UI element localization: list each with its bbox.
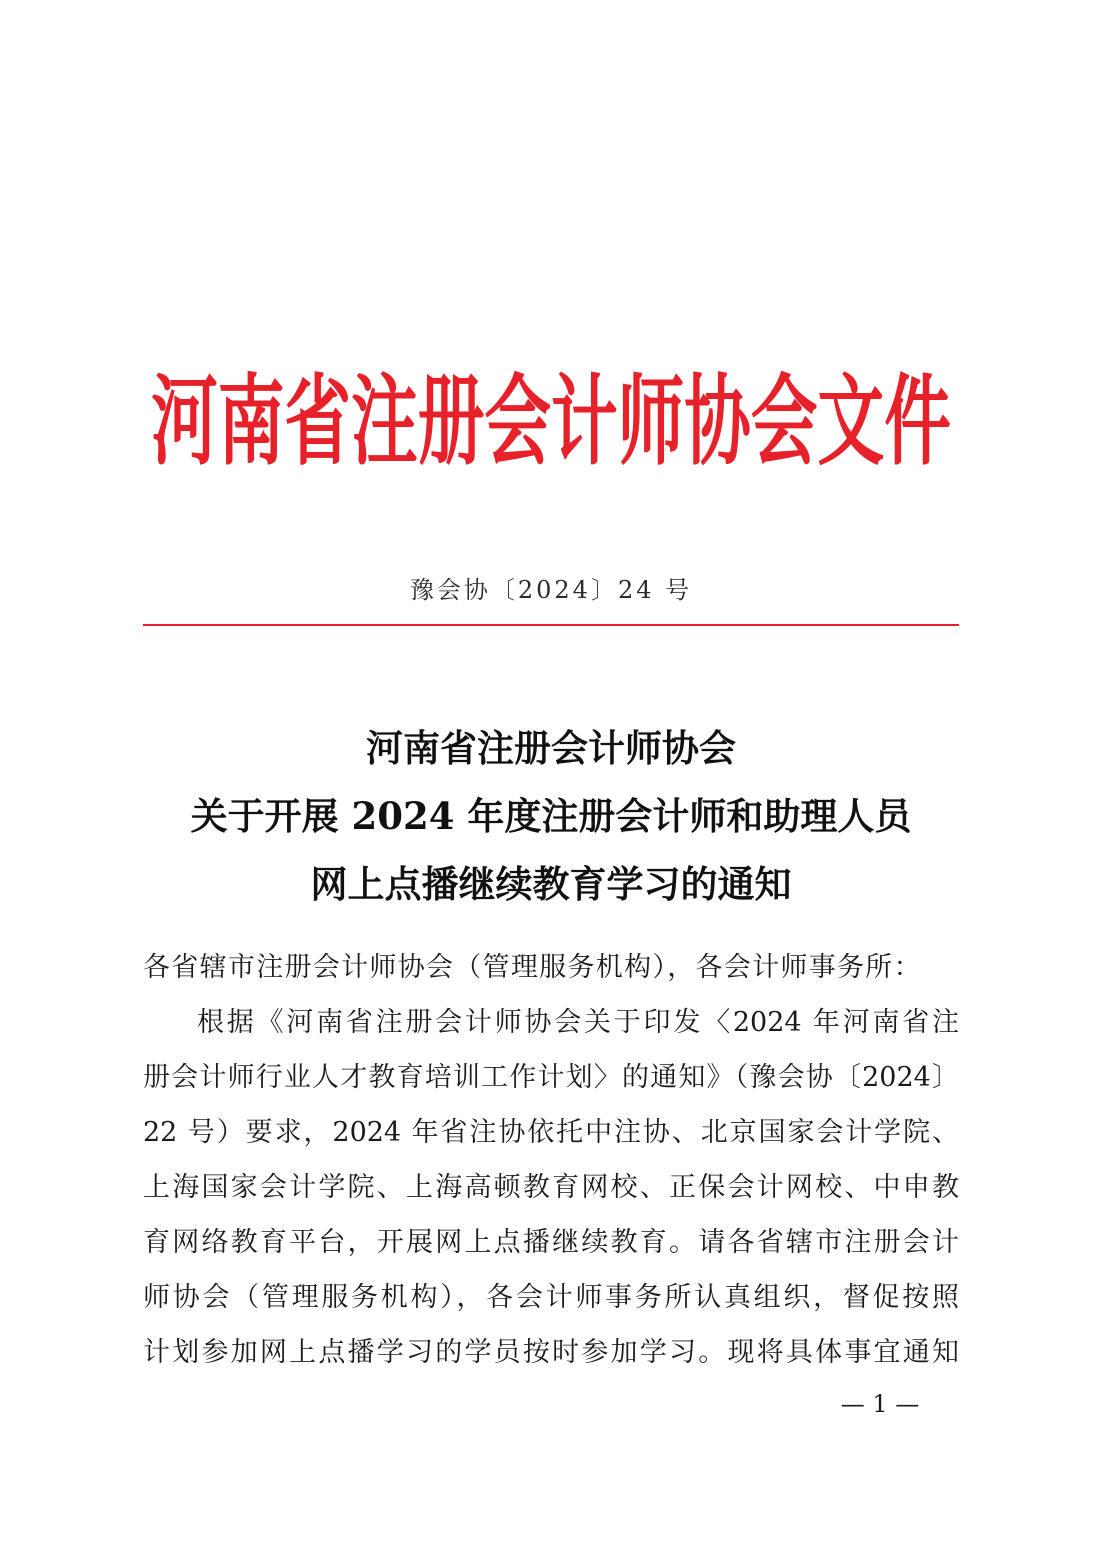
notice-title-line: 网上点播继续教育学习的通知 [310,862,792,906]
page-number: — 1 — [840,1390,920,1418]
body-paragraph [143,995,959,1380]
body-line: 根据《河南省注册会计师协会关于印发〈2024 年河南省注 [197,1007,959,1038]
addressee: 各省辖市注册会计师协会（管理服务机构），各会计师事务所： [143,952,922,983]
body-line: 22 号）要求，2024 年省注协依托中注协、北京国家会计学院、 [143,1117,959,1148]
notice-title [100,714,1002,918]
body-line: 育网络教育平台，开展网上点播继续教育。请各省辖市注册会计 [143,1227,959,1258]
body-line: 师协会（管理服务机构），各会计师事务所认真组织，督促按照 [143,1282,959,1313]
masthead-title: 河南省注册会计师协会文件 [151,364,951,479]
notice-title-line: 关于开展 2024 年度注册会计师和助理人员 [190,794,912,838]
masthead [0,364,1102,480]
document-number: 豫会协〔2024〕24 号 [409,576,693,604]
masthead-divider [143,624,959,626]
notice-title-line: 河南省注册会计师协会 [366,726,736,770]
body-line: 册会计师行业人才教育培训工作计划〉的通知》（豫会协〔2024〕 [143,1062,959,1093]
body-line: 上海国家会计学院、上海高顿教育网校、正保会计网校、中申教 [143,1172,959,1203]
notice-body [143,940,959,1380]
body-line: 计划参加网上点播学习的学员按时参加学习。现将具体事宜通知 [143,1337,959,1368]
